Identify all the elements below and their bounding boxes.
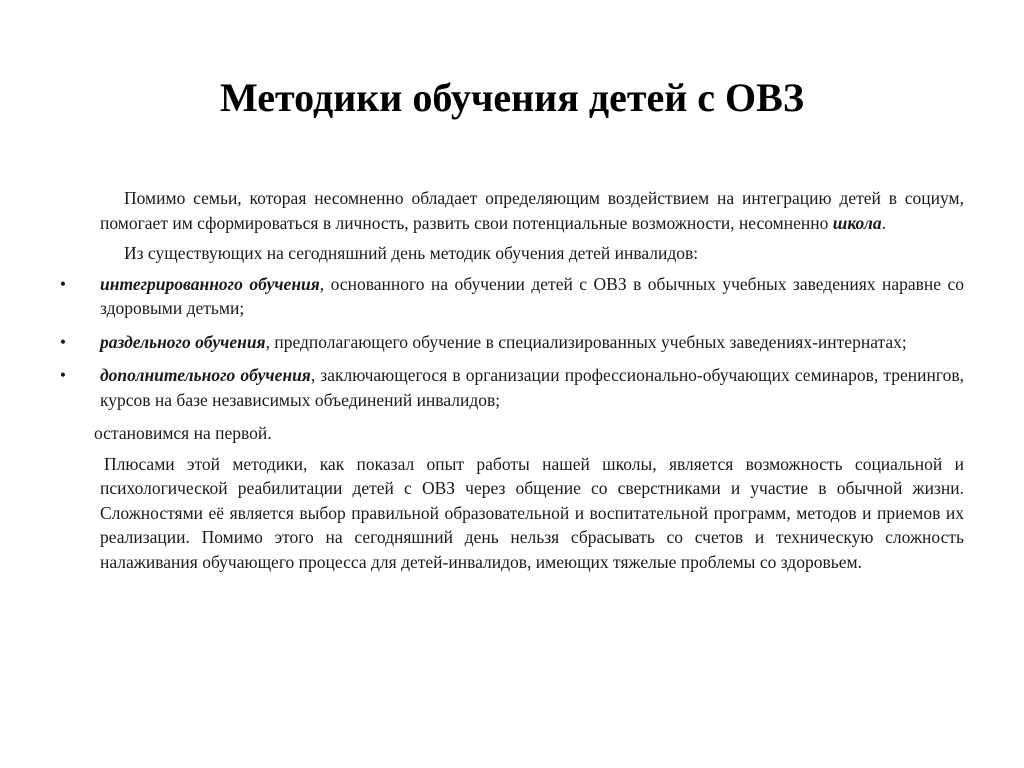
paragraph-text: Помимо семьи, которая несомненно обладает определяющим воздействием на интеграцию детей в социум, помогает им сформироваться в личность, развить свои потенциальные возможности, несомненно: [100, 188, 964, 233]
bullet-emphasis: дополнительного обучения: [100, 365, 311, 385]
bullet-text: , заключающегося в организации профессионально-обучающих семинаров, тренингов, курсов на базе независимых объединений инвалидов;: [100, 365, 964, 410]
bullet-emphasis: раздельного обучения: [100, 331, 266, 352]
bullet-emphasis: интегрированного обучения: [100, 273, 320, 294]
slide-title: Методики обучения детей с ОВЗ: [220, 75, 804, 120]
final-paragraph: Плюсами этой методики, как показал опыт работы нашей школы, является возможность социальной и психологической реабилитации детей с ОВЗ через общение со сверстниками и участие в обычной жизни. Сложностями её является выбор правильной образовательной и воспитательной программ, методов и приемов их реализации. Помимо этого на сегодняшний день нельзя сбрасывать со счетов и техническую сложность налаживания обучающего процесса для детей-инвалидов, имеющих тяжелые проблемы со здоровьем.: [100, 453, 964, 572]
slide-body: [59, 186, 964, 580]
paragraph-end: .: [881, 212, 886, 233]
bullet-icon: •: [59, 331, 67, 352]
bullet-item-integrated: [59, 272, 964, 321]
bullet-icon: •: [59, 273, 67, 294]
bullet-item-separate: [59, 330, 964, 355]
bullet-item-additional: [59, 363, 964, 412]
methods-intro: Из существующих на сегодняшний день методик обучения детей инвалидов:: [124, 243, 699, 263]
paragraph-family-school: [100, 186, 964, 235]
bullet-icon: •: [59, 365, 67, 385]
bullet-text: , предполагающего обучение в специализированных учебных заведениях-интернатах;: [265, 331, 907, 352]
emphasis-school: школа: [832, 212, 882, 233]
bullet-text: , основанного на обучении детей с ОВЗ в обычных учебных заведениях наравне со здоровыми детьми;: [100, 273, 964, 318]
stop-line: остановимся на первой.: [94, 423, 272, 443]
